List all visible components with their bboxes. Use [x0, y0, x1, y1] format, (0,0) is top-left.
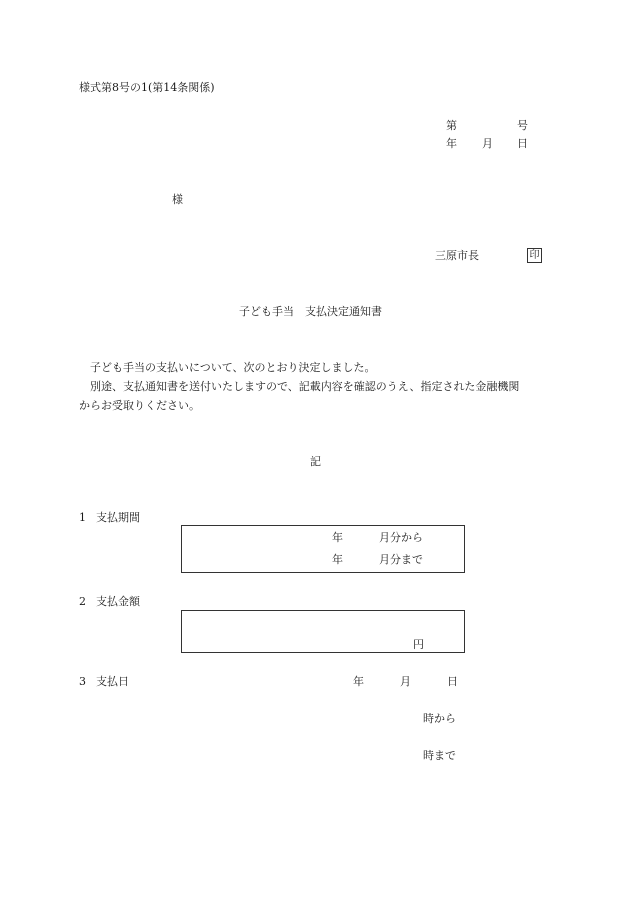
- period-to-year: 年: [332, 553, 343, 566]
- item-3-label: 支払日: [96, 675, 129, 688]
- payment-date-month: 月: [400, 675, 411, 688]
- form-label: 様式第8号の1(第14条関係): [79, 81, 215, 94]
- doc-number-suffix: 号: [517, 119, 528, 132]
- document-title: 子ども手当 支払決定通知書: [239, 305, 382, 318]
- payment-time-from: 時から: [423, 712, 456, 725]
- payment-time-to: 時まで: [423, 749, 456, 762]
- period-from-month: 月分から: [379, 531, 423, 544]
- item-1-number: 1: [79, 511, 86, 524]
- payment-date-year: 年: [353, 675, 364, 688]
- item-1-label: 支払期間: [96, 511, 140, 524]
- item-3-number: 3: [79, 675, 86, 688]
- seal-mark: 印: [527, 248, 542, 263]
- issue-date-day: 日: [517, 137, 528, 150]
- issue-date-month: 月: [482, 137, 493, 150]
- body-line-3: からお受取りください。: [79, 399, 200, 412]
- ki-heading: 記: [310, 455, 321, 468]
- item-2-number: 2: [79, 595, 86, 608]
- recipient-honorific: 様: [172, 193, 183, 206]
- doc-number-prefix: 第: [446, 119, 457, 132]
- body-line-1: 子ども手当の支払いについて、次のとおり決定しました。: [90, 361, 376, 374]
- period-from-year: 年: [332, 531, 343, 544]
- payment-amount-box: [181, 610, 465, 653]
- payment-date-day: 日: [447, 675, 458, 688]
- amount-unit: 円: [413, 638, 424, 651]
- period-to-month: 月分まで: [379, 553, 423, 566]
- issuer-name: 三原市長: [435, 249, 479, 262]
- issue-date-year: 年: [446, 137, 457, 150]
- body-line-2: 別途、支払通知書を送付いたしますので、記載内容を確認のうえ、指定された金融機関: [90, 380, 520, 393]
- item-2-label: 支払金額: [96, 595, 140, 608]
- payment-period-box: [181, 525, 465, 573]
